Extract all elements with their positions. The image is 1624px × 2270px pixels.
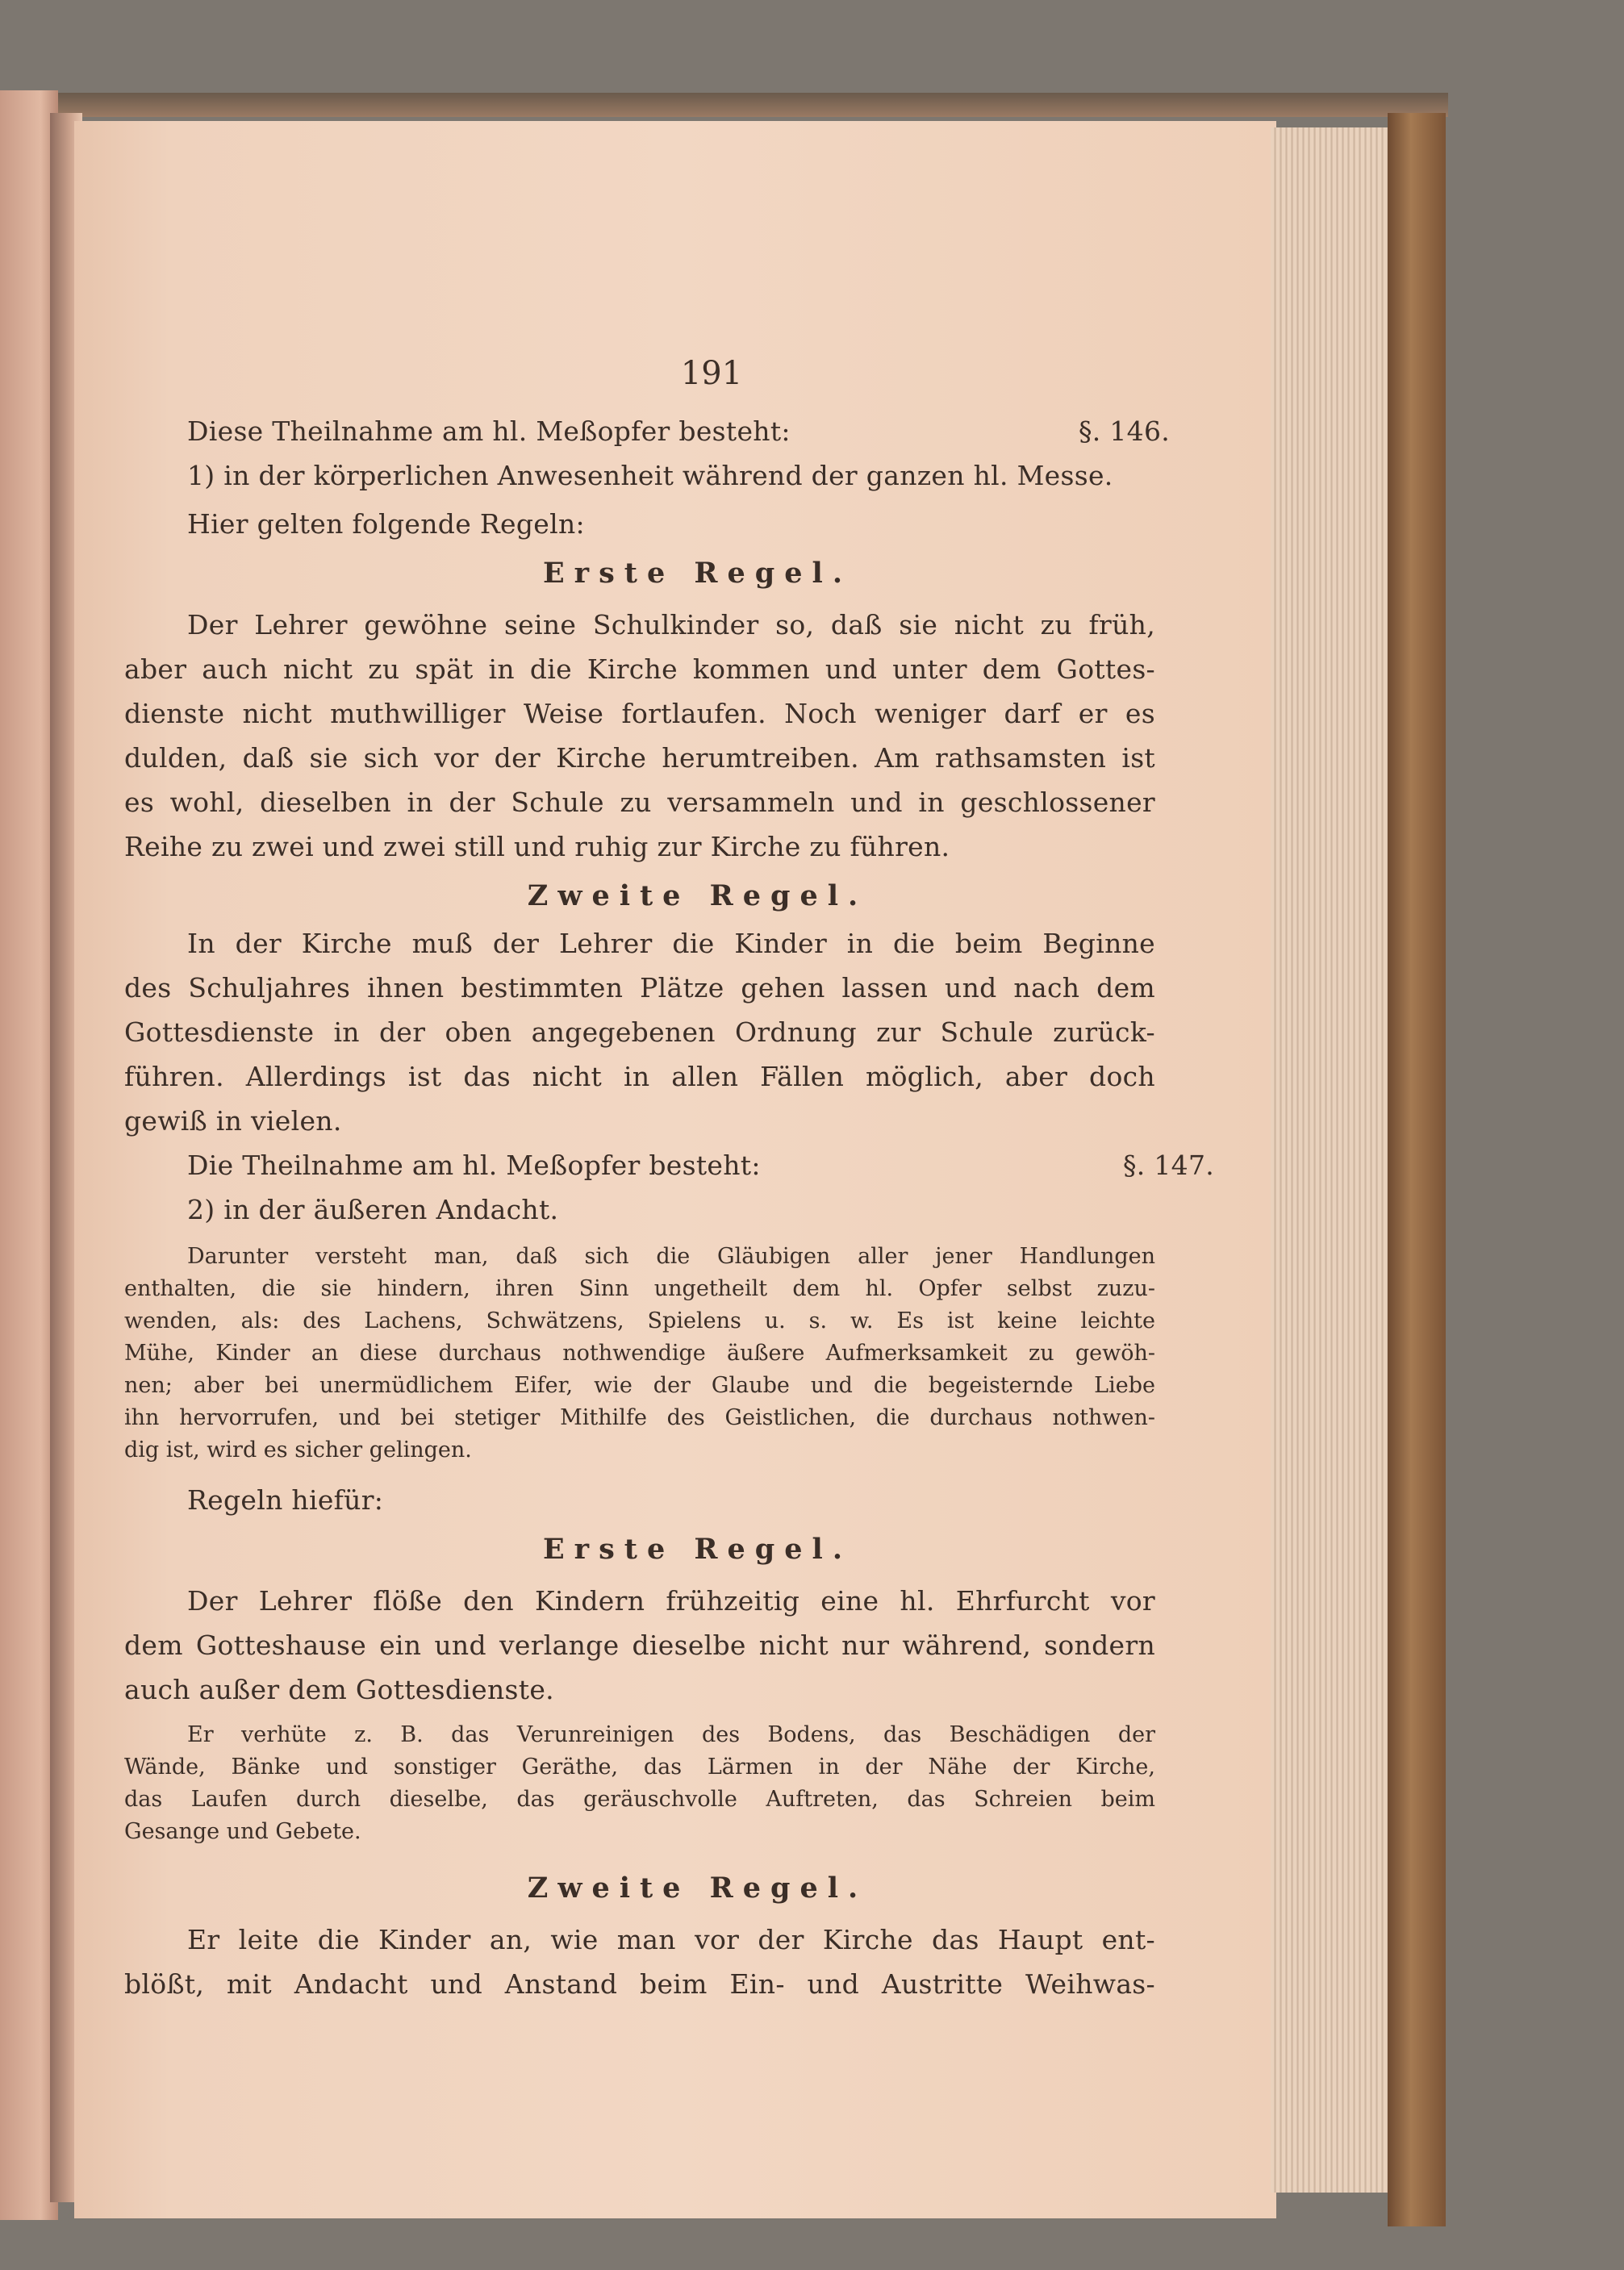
heading-zweite-regel-2: Zweite Regel. — [527, 1871, 868, 1905]
text-line: Hier gelten folgende Regeln: — [187, 508, 585, 540]
heading-zweite-regel: Zweite Regel. — [527, 879, 868, 912]
small-text-line: Mühe, Kinder an diese durchaus nothwendige äußere Aufmerksamkeit zu gewöh- — [124, 1341, 1155, 1366]
text-line: Regeln hiefür: — [187, 1484, 384, 1516]
text-line: dulden, daß sie sich vor der Kirche herumtreiben. Am rathsamsten ist — [124, 742, 1155, 774]
small-text-line: das Laufen durch dieselbe, das geräuschvolle Auftreten, das Schreien beim — [124, 1787, 1155, 1812]
book-page — [74, 121, 1276, 2218]
text-line: 2) in der äußeren Andacht. — [187, 1194, 559, 1225]
small-text-line: dig ist, wird es sicher gelingen. — [124, 1438, 472, 1463]
text-line: gewiß in vielen. — [124, 1105, 342, 1137]
text-line: Gottesdienste in der oben angegebenen Ordnung zur Schule zurück- — [124, 1016, 1155, 1048]
text-line: Der Lehrer gewöhne seine Schulkinder so, daß sie nicht zu früh, — [187, 609, 1155, 641]
text-line: es wohl, dieselben in der Schule zu versammeln und in geschlossener — [124, 787, 1155, 818]
text-line: Die Theilnahme am hl. Meßopfer besteht: — [187, 1150, 761, 1181]
text-line: des Schuljahres ihnen bestimmten Plätze gehen lassen und nach dem — [124, 972, 1155, 1004]
text-line: dem Gotteshause ein und verlange dieselbe nicht nur während, sondern — [124, 1629, 1155, 1661]
text-line: auch außer dem Gottesdienste. — [124, 1674, 554, 1705]
small-text-line: Wände, Bänke und sonstiger Geräthe, das Lärmen in der Nähe der Kirche, — [124, 1755, 1155, 1780]
small-text-line: Gesange und Gebete. — [124, 1819, 361, 1844]
book-cover-top — [0, 93, 1448, 117]
section-marker-147: §. 147. — [1123, 1150, 1215, 1181]
text-line: Reihe zu zwei und zwei still und ruhig zur Kirche zu führen. — [124, 831, 950, 862]
text-line: aber auch nicht zu spät in die Kirche kommen und unter dem Gottes- — [124, 653, 1155, 685]
small-text-line: enthalten, die sie hindern, ihren Sinn ungetheilt dem hl. Opfer selbst zuzu- — [124, 1276, 1155, 1301]
small-text-line: wenden, als: des Lachens, Schwätzens, Spielens u. s. w. Es ist keine leichte — [124, 1308, 1155, 1333]
heading-erste-regel-2: Erste Regel. — [542, 1533, 853, 1566]
section-marker-146: §. 146. — [1079, 415, 1171, 447]
page-edges — [1271, 127, 1400, 2193]
text-line: Der Lehrer flöße den Kindern frühzeitig eine hl. Ehrfurcht vor — [187, 1585, 1155, 1617]
page-number: 191 — [680, 355, 743, 392]
text-line: In der Kirche muß der Lehrer die Kinder in die beim Beginne — [187, 928, 1155, 959]
book-cover-side — [1388, 113, 1446, 2226]
small-text-line: Er verhüte z. B. das Verunreinigen des Bodens, das Beschädigen der — [187, 1722, 1155, 1747]
heading-erste-regel: Erste Regel. — [542, 557, 853, 590]
small-text-line: nen; aber bei unermüdlichem Eifer, wie der Glaube und die begeisternde Liebe — [124, 1373, 1155, 1398]
small-text-line: ihn hervorrufen, und bei stetiger Mithilfe des Geistlichen, die durchaus nothwen- — [124, 1405, 1155, 1430]
text-line: Diese Theilnahme am hl. Meßopfer besteht: — [187, 415, 791, 447]
text-line: dienste nicht muthwilliger Weise fortlaufen. Noch weniger darf er es — [124, 698, 1155, 729]
text-line: Er leite die Kinder an, wie man vor der Kirche das Haupt ent- — [187, 1924, 1155, 1955]
text-line: blößt, mit Andacht und Anstand beim Ein- und Austritte Weihwas- — [124, 1968, 1155, 2000]
small-text-line: Darunter versteht man, daß sich die Gläubigen aller jener Handlungen — [187, 1244, 1155, 1269]
text-line: führen. Allerdings ist das nicht in allen Fällen möglich, aber doch — [124, 1061, 1155, 1092]
text-line: 1) in der körperlichen Anwesenheit während der ganzen hl. Messe. — [187, 460, 1113, 491]
